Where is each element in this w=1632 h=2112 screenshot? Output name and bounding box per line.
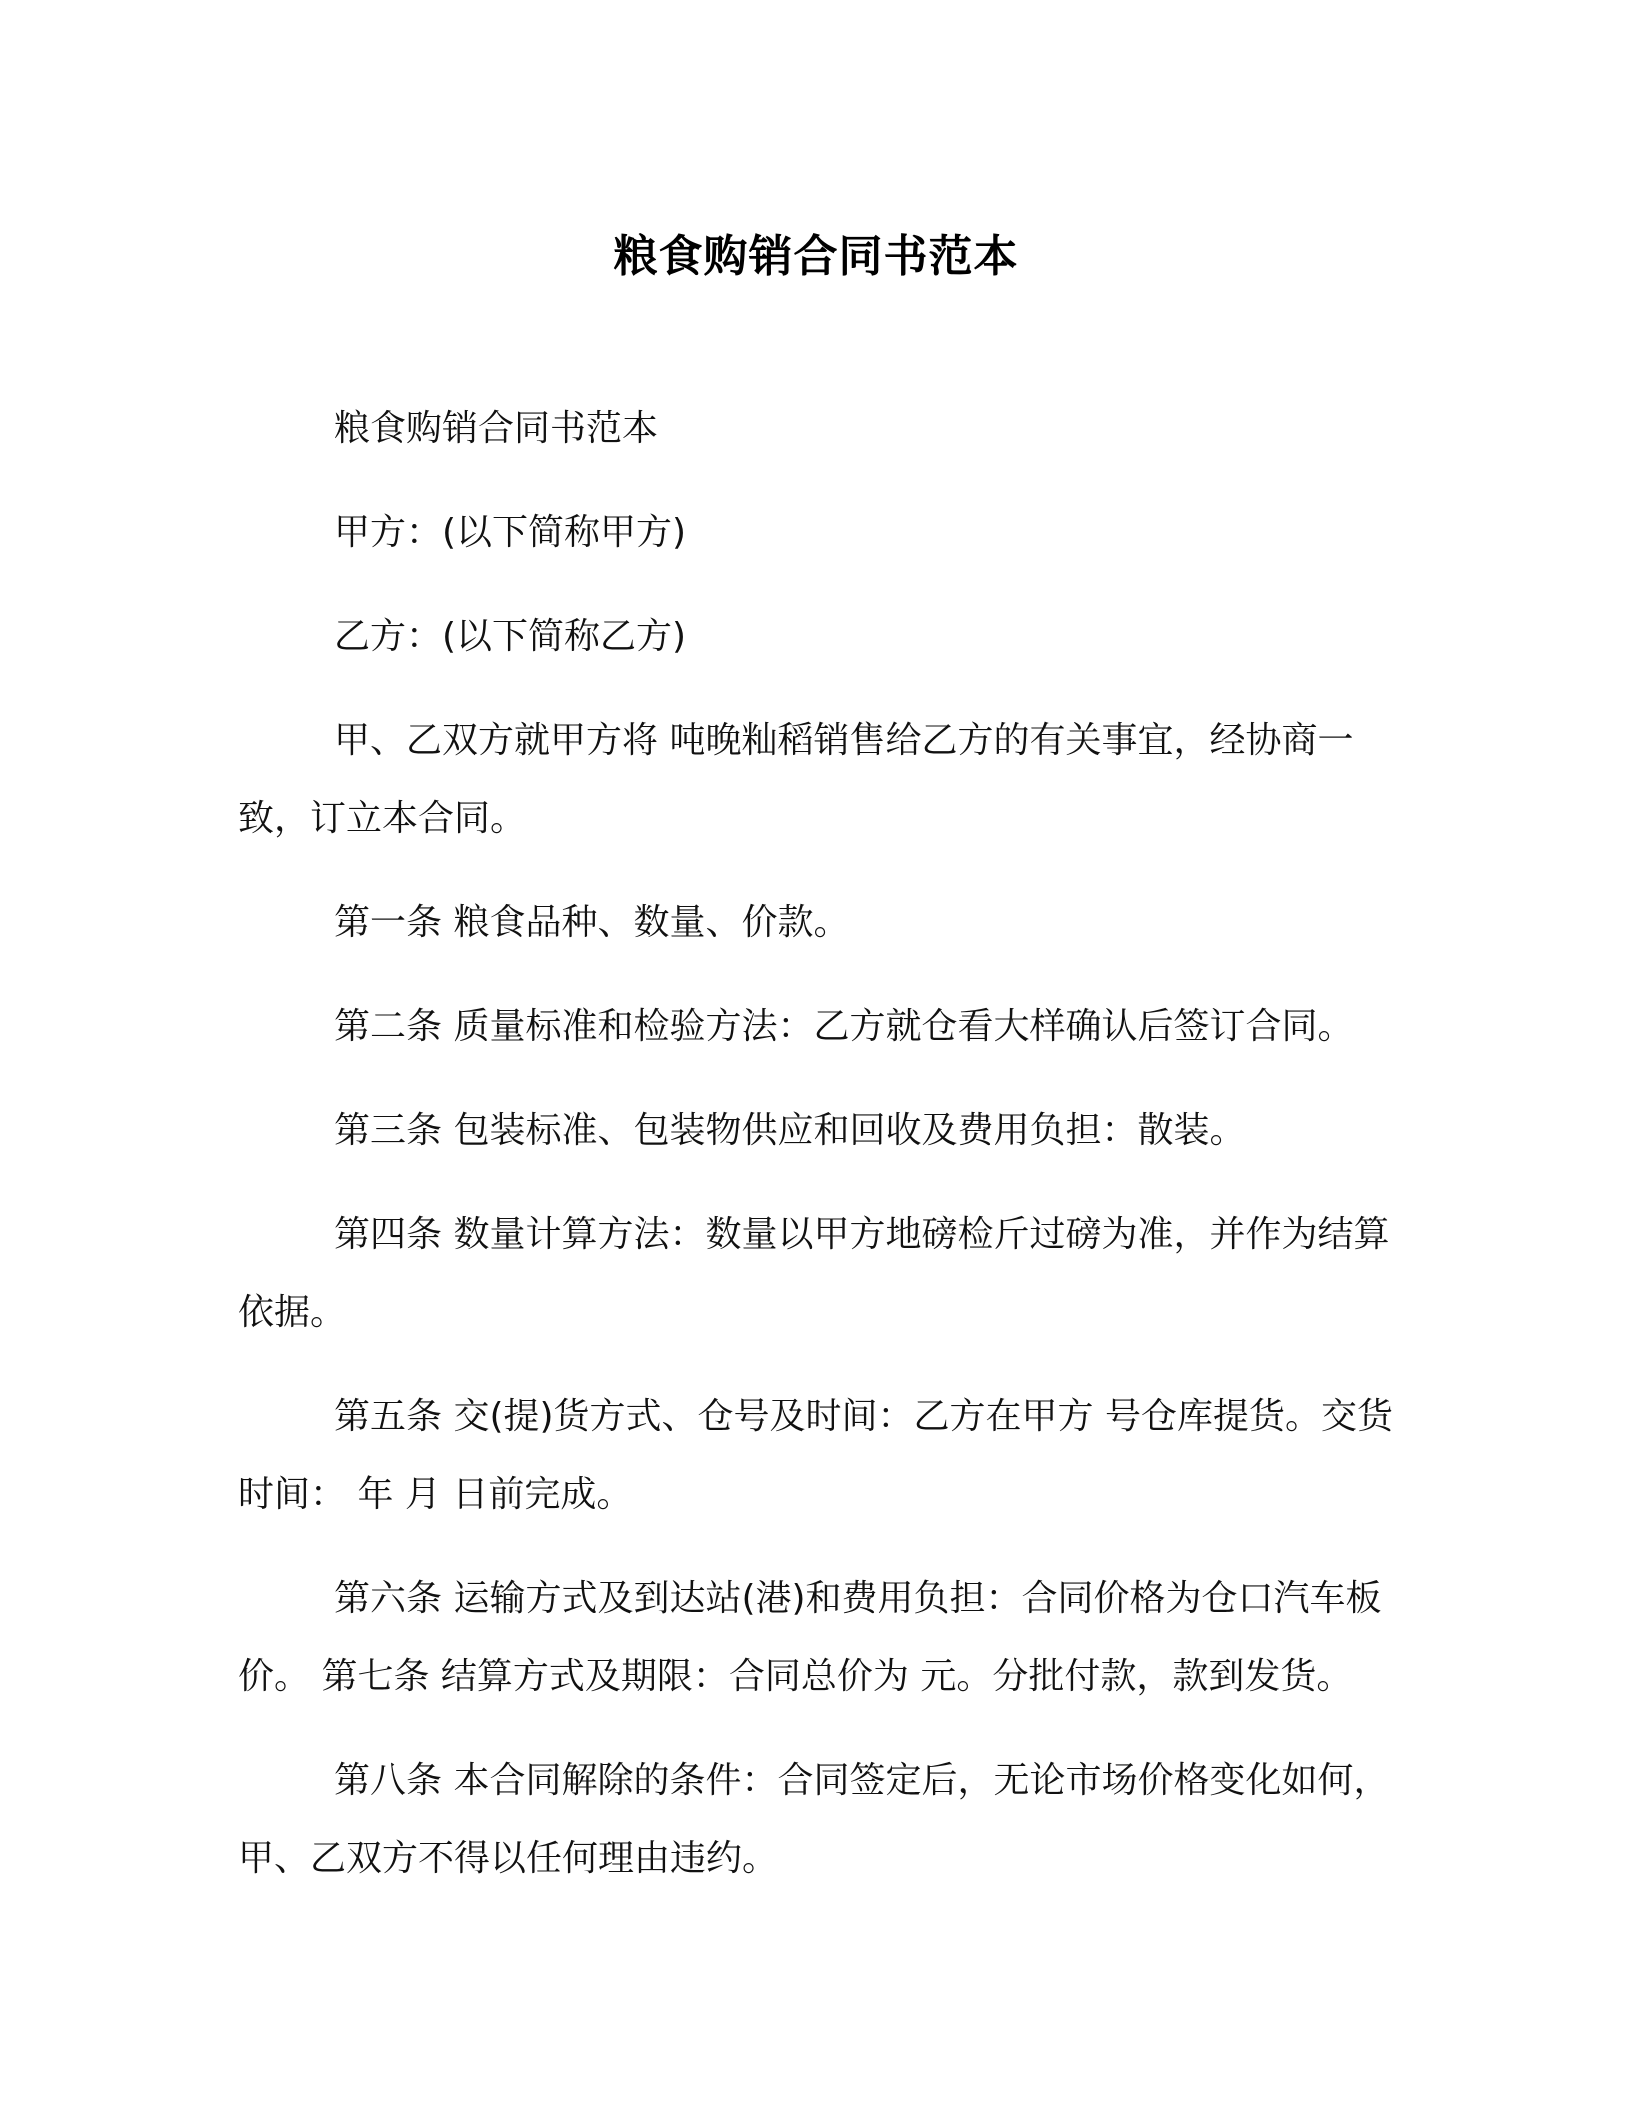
paragraph-preamble: 甲、乙双方就甲方将 吨晚籼稻销售给乙方的有关事宜，经协商一致，订立本合同。 — [238, 720, 1354, 839]
paragraph-article-1: 第一条 粮食品种、数量、价款。 — [334, 902, 850, 943]
document-title: 粮食购销合同书范本 — [613, 231, 1019, 282]
paragraph-subtitle: 粮食购销合同书范本 — [334, 408, 659, 449]
paragraph-party-b: 乙方：(以下简称乙方) — [334, 616, 687, 657]
paragraph-article-6-7: 第六条 运输方式及到达站(港)和费用负担：合同价格为仓口汽车板价。 第七条 结算方式及期限：合同总价为 元。分批付款，款到发货。 — [238, 1578, 1382, 1697]
paragraph-article-5: 第五条 交(提)货方式、仓号及时间：乙方在甲方 号仓库提货。交货时间： 年 月 日前完成。 — [238, 1396, 1393, 1515]
paragraph-article-3: 第三条 包装标准、包装物供应和回收及费用负担：散装。 — [334, 1110, 1246, 1151]
paragraph-article-8: 第八条 本合同解除的条件：合同签定后，无论市场价格变化如何，甲、乙双方不得以任何理由违约。 — [238, 1760, 1390, 1879]
paragraph-article-2: 第二条 质量标准和检验方法：乙方就仓看大样确认后签订合同。 — [334, 1006, 1354, 1047]
document-body — [238, 390, 1398, 1924]
paragraph-article-4: 第四条 数量计算方法：数量以甲方地磅检斤过磅为准，并作为结算依据。 — [238, 1214, 1390, 1333]
paragraph-party-a: 甲方：(以下简称甲方) — [334, 512, 687, 553]
